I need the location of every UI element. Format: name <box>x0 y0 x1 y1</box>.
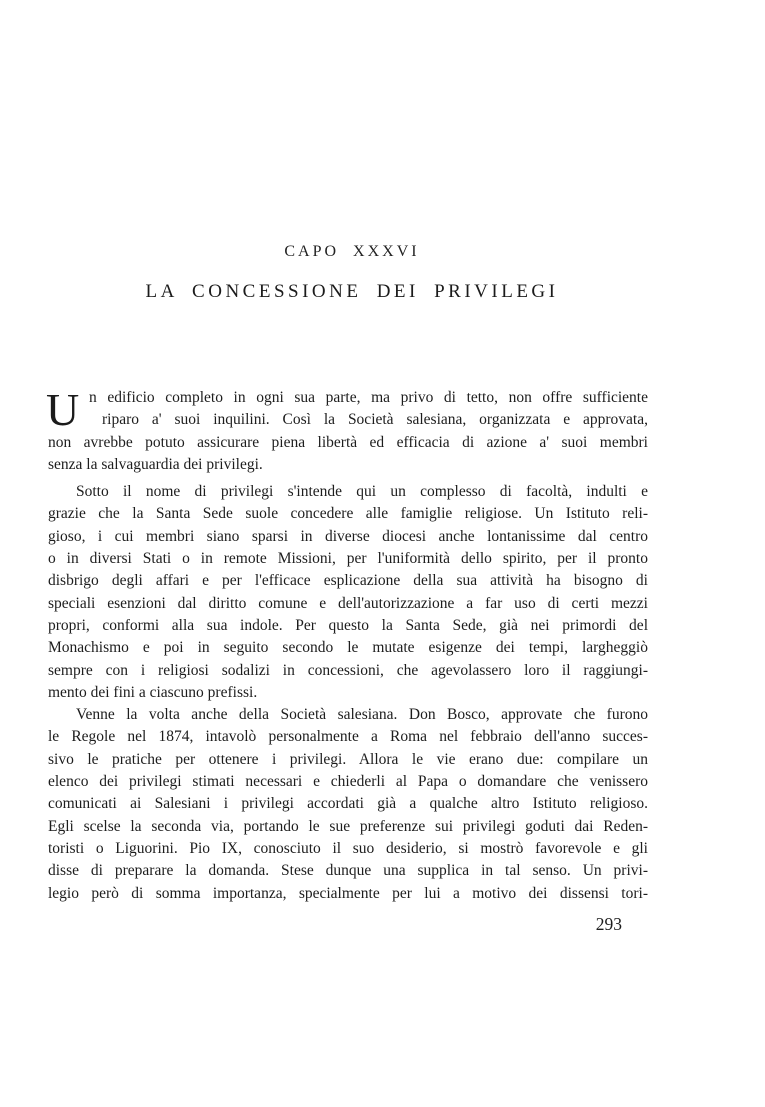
text-line: toristi o Liguorini. Pio IX, conosciuto il suo desiderio, si mostrò favorevole e gli <box>48 839 648 857</box>
text-line: grazie che la Santa Sede suole concedere alle famiglie religiose. Un Istituto reli- <box>48 505 648 523</box>
paragraph-2 <box>48 481 648 704</box>
text-line: non avrebbe potuto assicurare piena libertà ed efficacia di azione a' suoi membri <box>48 433 648 451</box>
text-line: elenco dei privilegi stimati necessari e chiederli al Papa o domandare che venissero <box>48 773 648 791</box>
paragraph-3 <box>48 704 648 905</box>
text-line: legio però di somma importanza, specialmente per lui a motivo dei dissensi tori- <box>48 884 648 902</box>
text-line: mento dei fini a ciascuno prefissi. <box>48 683 258 701</box>
page-number: 293 <box>595 914 622 934</box>
text-line: sempre con i religiosi sodalizi in concessioni, che agevolassero loro il raggiungi- <box>48 661 648 679</box>
dropcap-letter: U <box>46 384 80 435</box>
text-line: disbrigo degli affari e per l'efficace esplicazione della sua attività ha bisogno di <box>48 572 648 590</box>
body-text <box>46 384 648 905</box>
text-line: gioso, i cui membri siano sparsi in diverse diocesi anche lontanissime dal centro <box>48 527 648 545</box>
chapter-number: CAPO XXXVI <box>284 243 420 260</box>
text-line: Monachismo e poi in seguito secondo le mutate esigenze dei tempi, largheggiò <box>48 639 648 657</box>
text-line: Venne la volta anche della Società salesiana. Don Bosco, approvate che furono <box>76 706 648 724</box>
text-line: sivo le pratiche per ottenere i privilegi. Allora le vie erano due: compilare un <box>48 750 648 768</box>
paragraph-1 <box>46 384 648 476</box>
text-line: n edificio completo in ogni sua parte, ma privo di tetto, non offre sufficiente <box>89 389 648 406</box>
text-line: propri, conformi alla sua indole. Per questo la Santa Sede, già nei primordi del <box>48 616 648 634</box>
chapter-title: LA CONCESSIONE DEI PRIVILEGI <box>145 281 559 302</box>
text-line: Egli scelse la seconda via, portando le sue preferenze sui privilegi goduti dai Reden- <box>48 817 648 835</box>
text-line: comunicati ai Salesiani i privilegi accordati già a qualche altro Istituto religioso. <box>48 795 648 813</box>
text-line: speciali esenzioni dal diritto comune e dell'autorizzazione a far uso di certi mezzi <box>48 594 648 612</box>
text-line: o in diversi Stati o in remote Missioni, per l'uniformità dello spirito, per il pronto <box>48 550 648 568</box>
text-line: le Regole nel 1874, intavolò personalmente a Roma nel febbraio dell'anno succes- <box>48 728 648 746</box>
text-line: disse di preparare la domanda. Stese dunque una supplica in tal senso. Un privi- <box>48 862 648 880</box>
text-line: senza la salvaguardia dei privilegi. <box>48 455 263 473</box>
text-line: Sotto il nome di privilegi s'intende qui un complesso di facoltà, indulti e <box>76 483 648 501</box>
text-line: riparo a' suoi inquilini. Così la Società salesiana, organizzata e approvata, <box>102 411 648 429</box>
